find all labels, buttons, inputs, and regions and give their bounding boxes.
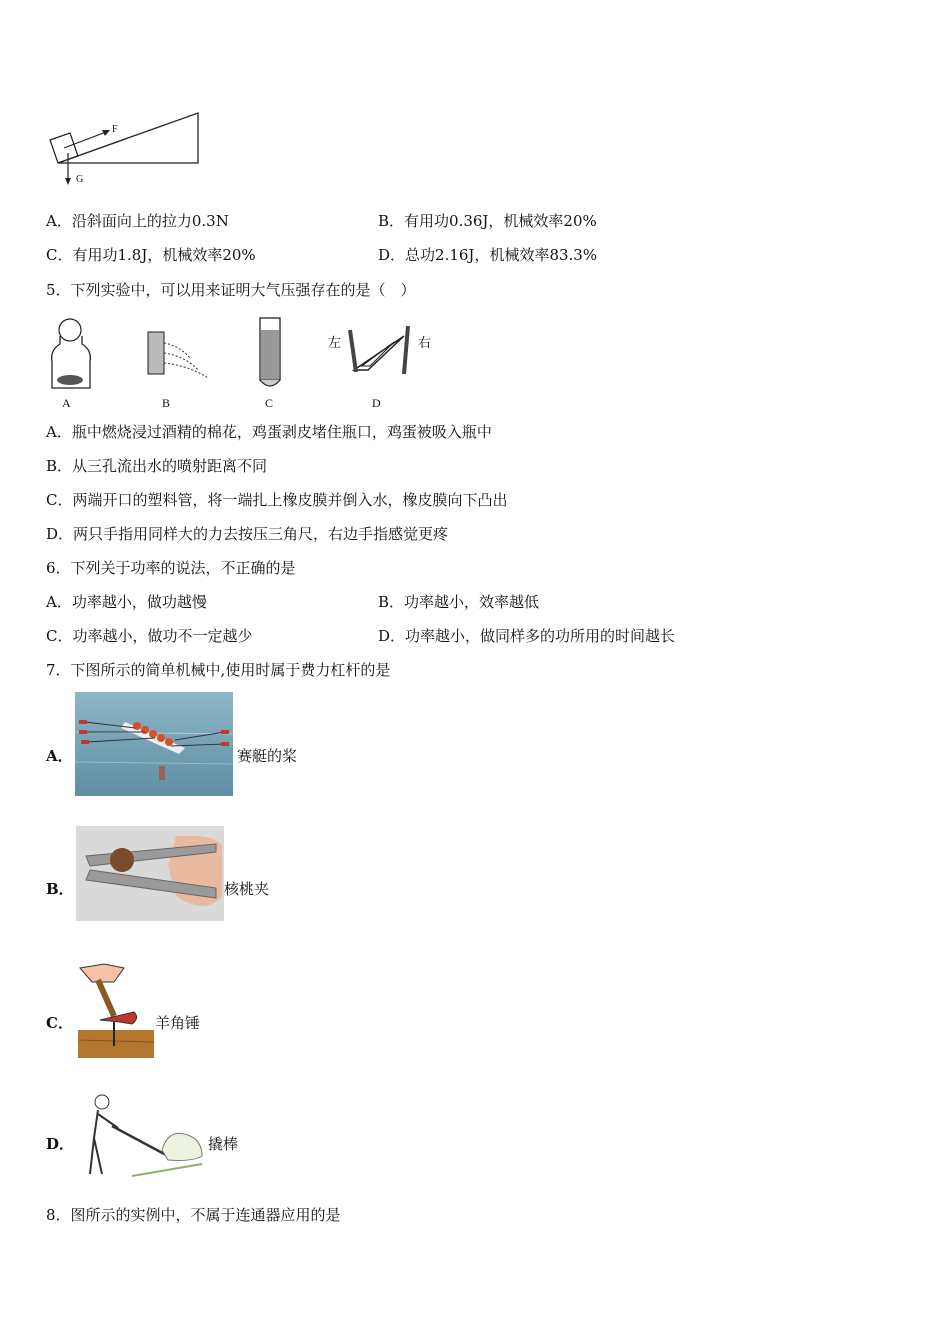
gravity-label: G <box>76 174 84 185</box>
q7-stem: 7．下图所示的简单机械中,使用时属于费力杠杆的是 <box>46 661 391 679</box>
q6-option-b: B．功率越小，效率越低 <box>378 593 540 611</box>
q7-option-c-label: 羊角锤 <box>155 1014 201 1032</box>
q5-option-c: C．两端开口的塑料管，将一端扎上橡皮膜并倒入水，橡皮膜向下凸出 <box>46 491 508 509</box>
q7-option-c-letter: C． <box>46 1014 73 1032</box>
figure-caption-b: B <box>162 396 171 410</box>
q4-option-a: A．沿斜面向上的拉力0.3N <box>46 212 229 230</box>
nutcracker-photo <box>76 826 224 921</box>
incline-figure <box>40 108 210 193</box>
figure-caption-a: A <box>62 396 71 410</box>
rowing-photo <box>75 692 233 796</box>
bottle-egg-figure <box>48 318 96 392</box>
figure-caption-c: C <box>265 396 274 410</box>
q7-option-a-letter: A． <box>46 747 73 765</box>
q7-option-d-letter: D． <box>46 1135 75 1153</box>
figure-d-right-label: 右 <box>418 335 432 350</box>
claw-hammer-drawing <box>74 960 156 1060</box>
q6-option-d: D．功率越小，做同样多的功所用的时间越长 <box>378 627 676 645</box>
figure-caption-d: D <box>372 396 381 410</box>
q7-option-d-label: 撬棒 <box>208 1135 239 1153</box>
q6-option-a: A．功率越小，做功越慢 <box>46 593 207 611</box>
q5-option-a: A．瓶中燃烧浸过酒精的棉花，鸡蛋剥皮堵住瓶口，鸡蛋被吸入瓶中 <box>46 423 492 441</box>
q5-option-d: D．两只手指用同样大的力去按压三角尺，右边手指感觉更疼 <box>46 525 449 543</box>
crowbar-drawing <box>72 1090 208 1182</box>
q4-option-b: B．有用功0.36J，机械效率20% <box>378 212 597 230</box>
q4-option-d: D．总功2.16J，机械效率83.3% <box>378 246 598 264</box>
q8-stem: 8．图所示的实例中，不属于连通器应用的是 <box>46 1206 341 1224</box>
q4-option-c: C．有用功1.8J，机械效率20% <box>46 246 256 264</box>
q7-option-a-label: 赛艇的桨 <box>237 747 298 765</box>
figure-d-left-label: 左 <box>328 335 342 350</box>
q6-stem: 6．下列关于功率的说法，不正确的是 <box>46 559 296 577</box>
triangle-ruler-figure <box>338 322 428 382</box>
force-label: F <box>112 124 118 135</box>
tube-membrane-figure <box>256 316 286 392</box>
q7-option-b-letter: B． <box>46 880 74 898</box>
q5-option-b: B．从三孔流出水的喷射距离不同 <box>46 457 268 475</box>
q6-option-c: C．功率越小，做功不一定越少 <box>46 627 253 645</box>
q5-stem: 5．下列实验中，可以用来证明大气压强存在的是（ ） <box>46 281 416 299</box>
q7-option-b-label: 核桃夹 <box>224 880 270 898</box>
three-hole-water-figure <box>140 328 215 384</box>
